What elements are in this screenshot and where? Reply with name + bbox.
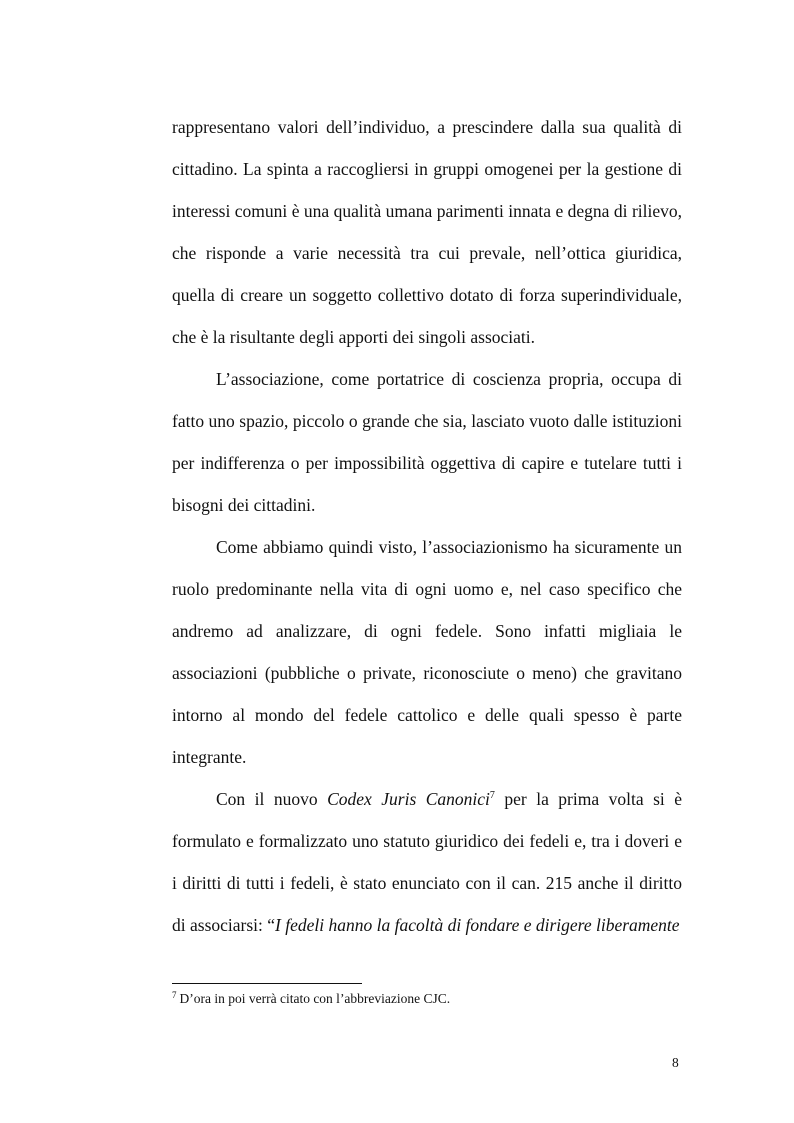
footnote-separator <box>172 983 362 984</box>
codex-body-text: per la prima volta si è formulato e formalizzato uno statuto giuridico dei fedeli e, tra i doveri e i diritti di tutti i fedeli, è stato enunciato con il can. 215 anche il diritto di associarsi: “ <box>172 789 682 935</box>
footnote <box>172 989 682 1009</box>
paragraph-associazione: L’associazione, come portatrice di coscienza propria, occupa di fatto uno spazio, piccolo o grande che sia, lasciato vuoto dalle istituzioni per indifferenza o per impossibilità oggettiva di capire e tutelare tutti i bisogni dei cittadini. <box>172 369 682 515</box>
codex-title: Codex Juris Canonici <box>327 789 490 809</box>
paragraph-codex <box>172 778 682 946</box>
footnote-text: D’ora in poi verrà citato con l’abbreviazione CJC. <box>179 991 451 1006</box>
body-text <box>172 106 682 946</box>
footnote-number: 7 <box>172 989 177 1000</box>
canon-quote: I fedeli hanno la facoltà di fondare e dirigere liberamente <box>275 915 680 935</box>
page-number: 8 <box>672 1055 679 1070</box>
footnote-reference[interactable]: 7 <box>489 790 495 802</box>
paragraph-continuation: rappresentano valori dell’individuo, a prescindere dalla sua qualità di cittadino. La spinta a raccogliersi in gruppi omogenei per la gestione di interessi comuni è una qualità umana parimenti innata e degna di rilievo, che risponde a varie necessità tra cui prevale, nell’ottica giuridica, quella di creare un soggetto collettivo dotato di forza superindividuale, che è la risultante degli apporti dei singoli associati. <box>172 117 682 347</box>
codex-intro-text: Con il nuovo <box>216 789 328 809</box>
paragraph-associazionismo: Come abbiamo quindi visto, l’associazionismo ha sicuramente un ruolo predominante nella vita di ogni uomo e, nel caso specifico che andremo ad analizzare, di ogni fedele. Sono infatti migliaia le associazioni (pubbliche o private, riconosciute o meno) che gravitano intorno al mondo del fedele cattolico e delle quali spesso è parte integrante. <box>172 537 682 767</box>
